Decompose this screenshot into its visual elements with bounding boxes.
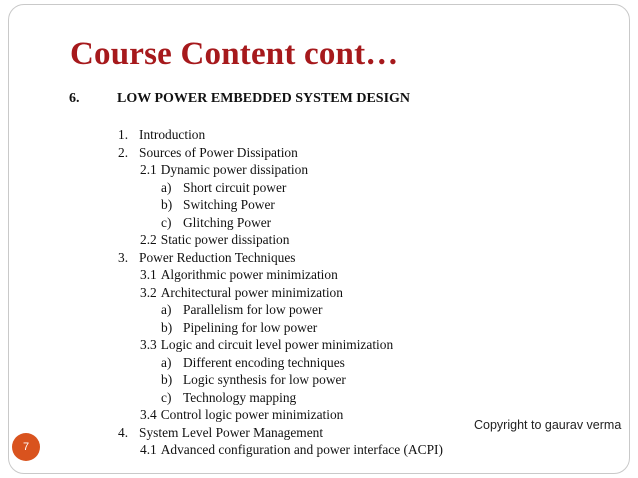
page-number-badge: 7: [12, 433, 40, 461]
outline-item-marker: b): [161, 197, 173, 212]
outline-item-marker: 1.: [118, 127, 129, 142]
outline-item-text: System Level Power Management: [139, 424, 324, 440]
outline-item-text: Different encoding techniques: [183, 354, 345, 370]
outline-item: [161, 320, 317, 336]
outline-item-marker: b): [161, 372, 173, 387]
outline-item-marker: 3.3: [140, 337, 157, 352]
outline-item-text: Switching Power: [183, 197, 275, 212]
outline-item-marker: c): [161, 389, 172, 405]
outline-item-marker: a): [161, 302, 172, 317]
outline-item: [118, 145, 298, 161]
outline-item-marker: 3.2: [140, 284, 157, 300]
outline-item-text: Logic synthesis for low power: [183, 372, 346, 387]
outline-item-text: Algorithmic power minimization: [160, 267, 338, 282]
outline-item: [140, 232, 289, 248]
outline-item: [161, 197, 275, 213]
outline-item-text: Technology mapping: [183, 389, 297, 405]
outline-item-marker: b): [161, 319, 173, 335]
outline-item-text: Glitching Power: [183, 214, 272, 230]
outline-item-marker: 3.: [118, 249, 129, 265]
outline-item-text: Dynamic power dissipation: [160, 162, 309, 177]
outline-item: [140, 285, 343, 301]
outline-item-text: Sources of Power Dissipation: [139, 144, 298, 160]
outline-item: [140, 162, 308, 178]
outline-item: [140, 267, 338, 283]
outline-item-text: Parallelism for low power: [183, 302, 323, 317]
outline-item-marker: 2.1: [140, 162, 157, 177]
outline-item-text: Logic and circuit level power minimization: [160, 337, 394, 352]
outline-item-text: Power Reduction Techniques: [139, 249, 296, 265]
outline-item: [140, 337, 393, 353]
outline-item-text: Pipelining for low power: [183, 319, 318, 335]
outline-item-marker: 2.: [118, 144, 129, 160]
outline-item-marker: 3.4: [140, 407, 157, 422]
outline-item: [161, 302, 322, 318]
outline-item-text: Architectural power minimization: [160, 284, 343, 300]
outline-item: [118, 250, 296, 266]
outline-item-marker: c): [161, 214, 172, 230]
outline-item-text: Control logic power minimization: [160, 407, 344, 422]
outline-item: [118, 425, 323, 441]
outline-item: [161, 372, 346, 388]
copyright-notice: Copyright to gaurav verma: [474, 418, 622, 432]
outline-item: [161, 355, 345, 371]
slide-frame: [8, 4, 630, 474]
outline-item-marker: 4.: [118, 424, 129, 440]
outline-item-marker: 3.1: [140, 267, 157, 282]
outline-item-marker: 4.1: [140, 442, 157, 457]
section-title: LOW POWER EMBEDDED SYSTEM DESIGN: [117, 91, 411, 106]
outline-item: [161, 215, 271, 231]
slide-title: Course Content cont…: [70, 36, 399, 72]
outline-item: [161, 180, 286, 196]
outline-item-text: Advanced configuration and power interface (ACPI): [160, 442, 443, 457]
outline-item: [161, 390, 296, 406]
outline-item-marker: 2.2: [140, 232, 157, 247]
outline-item-text: Introduction: [139, 127, 206, 142]
section-number: 6.: [69, 91, 80, 106]
outline-item: [140, 442, 443, 458]
outline-item: [140, 407, 343, 423]
outline-item: [118, 127, 205, 143]
outline-item-text: Static power dissipation: [160, 232, 290, 247]
outline-item-text: Short circuit power: [183, 179, 287, 195]
outline-item-marker: a): [161, 354, 172, 370]
outline-item-marker: a): [161, 179, 172, 195]
